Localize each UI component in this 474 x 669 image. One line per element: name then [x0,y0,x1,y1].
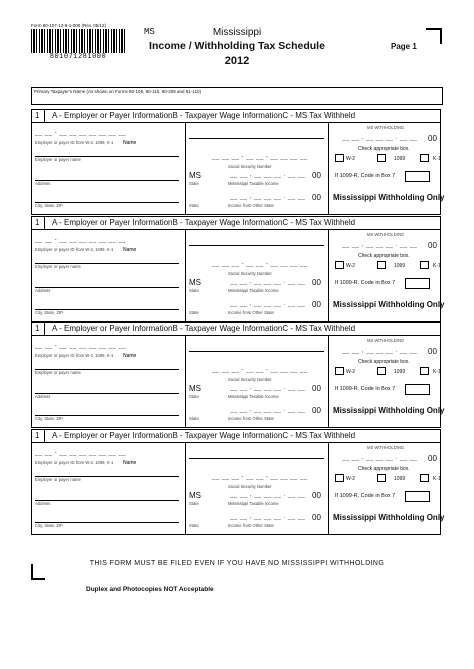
section-number: 1 [35,218,40,227]
state-label: State [189,416,199,421]
city-state-zip-label: City, State, ZIP [35,523,63,528]
cents: 00 [428,134,437,143]
ms-taxable-label: Mississippi Taxable Income [228,181,279,186]
address-input[interactable] [35,393,179,394]
check-box-label: Check appropriate box. [358,359,410,365]
employer-id-input[interactable]: __ __ - __ __ __ __ __ __ __ [35,450,127,456]
column-headings: A - Employer or Payer InformationB - Taxpayer Wage InformationC - MS Tax Withheld [52,218,356,227]
state-label: State [189,310,199,315]
employer-name-label: Employer or payer name [35,477,81,482]
ms-taxable-label: Mississippi Taxable Income [228,288,279,293]
cents: 00 [312,278,321,287]
column-divider [185,335,186,427]
ssn-input[interactable]: __ __ __ - __ __ - __ __ __ __ [212,367,308,373]
state-label: State [189,501,199,506]
wage-line[interactable] [189,458,324,459]
k1-label: K-1 [433,369,441,375]
state-ms: MS [189,384,201,393]
address-label: Address [35,181,51,186]
cents: 00 [428,241,437,250]
form-title-state: Mississippi [212,27,262,38]
k1-label: K-1 [433,263,441,269]
ms-withholding-only: Mississippi Withholding Only [333,193,445,202]
ssn-input[interactable]: __ __ __ - __ __ - __ __ __ __ [212,474,308,480]
w2-checkbox[interactable] [335,261,344,269]
column-divider [328,229,329,321]
ms-withholding-label: MS WITHHOLDING [367,338,405,343]
1099-checkbox[interactable] [377,154,386,162]
state-ms: MS [189,278,201,287]
name-label: Name [123,353,137,359]
cents: 00 [312,491,321,500]
ssn-label: Social Security Number [228,164,272,169]
section-number: 1 [35,431,40,440]
state-label: State [189,203,199,208]
ms-taxable-income-input[interactable]: __ __ , __ __ __ . __ __ [230,385,306,391]
k1-checkbox[interactable] [420,367,429,375]
k1-label: K-1 [433,476,441,482]
barcode-number: 801071281000 [49,53,107,61]
ms-withholding-label: MS WITHHOLDING [367,445,405,450]
employer-name-label: Employer or payer name [35,370,81,375]
other-state-income-input[interactable]: __ __ , __ __ __ . __ __ [230,514,306,520]
1099-checkbox[interactable] [377,261,386,269]
other-state-label: Income from Other State [228,523,274,528]
duplex-notice: Duplex and Photocopies NOT Acceptable [86,586,214,593]
w2-label: W-2 [346,263,356,269]
ms-withholding-input[interactable]: __ __ , __ __ __ . __ __ [342,455,418,461]
check-box-label: Check appropriate box. [358,466,410,472]
employer-id-input[interactable]: __ __ - __ __ __ __ __ __ __ [35,130,127,136]
w2-checkbox[interactable] [335,474,344,482]
state-label: State [189,394,199,399]
cents: 00 [428,347,437,356]
other-state-label: Income from Other State [228,203,274,208]
column-headings: A - Employer or Payer InformationB - Taxpayer Wage InformationC - MS Tax Withheld [52,431,356,440]
k1-checkbox[interactable] [420,154,429,162]
section-header [32,110,440,123]
1099-checkbox[interactable] [377,474,386,482]
city-state-zip-label: City, State, ZIP [35,416,63,421]
column-headings: A - Employer or Payer InformationB - Taxpayer Wage InformationC - MS Tax Withheld [52,111,356,120]
1099r-code-input[interactable] [405,491,430,502]
employer-id-label: Employer or payer ID from W-2, 1099, K-1 [35,247,114,252]
ssn-label: Social Security Number [228,271,272,276]
wage-line[interactable] [189,138,324,139]
ssn-label: Social Security Number [228,484,272,489]
ssn-label: Social Security Number [228,377,272,382]
section-number: 1 [35,111,40,120]
ms-taxable-income-input[interactable]: __ __ , __ __ __ . __ __ [230,172,306,178]
address-label: Address [35,288,51,293]
page-number: Page 1 [391,42,417,51]
section-header [32,430,440,443]
taxpayer-name-field[interactable] [31,87,443,105]
1099r-code-label: If 1099-R, Code in Box 7 [335,173,396,179]
1099r-code-input[interactable] [405,278,430,289]
ms-withholding-only: Mississippi Withholding Only [333,300,445,309]
other-state-income-input[interactable]: __ __ , __ __ __ . __ __ [230,301,306,307]
name-label: Name [123,460,137,466]
column-divider [328,442,329,534]
column-divider [185,122,186,214]
ms-withholding-label: MS WITHHOLDING [367,125,405,130]
1099r-code-label: If 1099-R, Code in Box 7 [335,493,396,499]
k1-label: K-1 [433,156,441,162]
employer-id-label: Employer or payer ID from W-2, 1099, K-1 [35,140,114,145]
schedule-section [31,429,445,535]
registration-mark-top-right [426,28,442,44]
address-label: Address [35,394,51,399]
form-year: 2012 [224,55,250,67]
1099-label: 1099 [394,476,406,482]
1099-label: 1099 [394,156,406,162]
w2-checkbox[interactable] [335,367,344,375]
city-state-zip-label: City, State, ZIP [35,203,63,208]
1099r-code-label: If 1099-R, Code in Box 7 [335,280,396,286]
1099-label: 1099 [394,369,406,375]
employer-id-label: Employer or payer ID from W-2, 1099, K-1 [35,460,114,465]
ssn-input[interactable]: __ __ __ - __ __ - __ __ __ __ [212,261,308,267]
ms-taxable-label: Mississippi Taxable Income [228,501,279,506]
column-headings: A - Employer or Payer InformationB - Taxpayer Wage InformationC - MS Tax Withheld [52,324,356,333]
cents: 00 [312,171,321,180]
column-divider [328,335,329,427]
state-abbrev: MS [144,27,155,37]
ms-withholding-input[interactable]: __ __ , __ __ __ . __ __ [342,135,418,141]
divider [44,217,45,229]
cents: 00 [312,513,321,522]
ms-withholding-input[interactable]: __ __ , __ __ __ . __ __ [342,242,418,248]
state-label: State [189,288,199,293]
cents: 00 [428,454,437,463]
ms-taxable-income-input[interactable]: __ __ , __ __ __ . __ __ [230,492,306,498]
section-header [32,323,440,336]
cents: 00 [312,300,321,309]
employer-id-input[interactable]: __ __ - __ __ __ __ __ __ __ [35,343,127,349]
1099r-code-input[interactable] [405,384,430,395]
column-divider [185,229,186,321]
city-state-zip-label: City, State, ZIP [35,310,63,315]
form-title: Income / Withholding Tax Schedule [149,40,325,52]
divider [44,323,45,335]
employer-id-label: Employer or payer ID from W-2, 1099, K-1 [35,353,114,358]
address-label: Address [35,501,51,506]
w2-label: W-2 [346,156,356,162]
state-ms: MS [189,171,201,180]
form-number: Form 80-107-12-8-1-000 (Rev. 05/12) [31,23,106,28]
employer-id-input[interactable]: __ __ - __ __ __ __ __ __ __ [35,237,127,243]
address-input[interactable] [35,180,179,181]
1099r-code-label: If 1099-R, Code in Box 7 [335,386,396,392]
schedule-section [31,216,445,322]
name-label: Name [123,140,137,146]
check-box-label: Check appropriate box. [358,146,410,152]
column-divider [328,122,329,214]
ssn-input[interactable]: __ __ __ - __ __ - __ __ __ __ [212,154,308,160]
column-divider [185,442,186,534]
other-state-income-input[interactable]: __ __ , __ __ __ . __ __ [230,194,306,200]
filing-notice: THIS FORM MUST BE FILED EVEN IF YOU HAVE NO MISSISSIPPI WITHHOLDING [89,560,385,567]
other-state-label: Income from Other State [228,310,274,315]
other-state-income-input[interactable]: __ __ , __ __ __ . __ __ [230,407,306,413]
section-number: 1 [35,324,40,333]
section-header [32,217,440,230]
address-input[interactable] [35,500,179,501]
other-state-label: Income from Other State [228,416,274,421]
ms-taxable-label: Mississippi Taxable Income [228,394,279,399]
k1-checkbox[interactable] [420,474,429,482]
w2-checkbox[interactable] [335,154,344,162]
1099-checkbox[interactable] [377,367,386,375]
k1-checkbox[interactable] [420,261,429,269]
w2-label: W-2 [346,369,356,375]
1099-label: 1099 [394,263,406,269]
ms-withholding-only: Mississippi Withholding Only [333,406,445,415]
state-label: State [189,523,199,528]
cents: 00 [312,406,321,415]
employer-name-label: Employer or payer name [35,264,81,269]
divider [44,110,45,122]
address-input[interactable] [35,287,179,288]
state-ms: MS [189,491,201,500]
schedule-section [31,322,445,428]
check-box-label: Check appropriate box. [358,253,410,259]
ms-withholding-label: MS WITHHOLDING [367,232,405,237]
wage-line[interactable] [189,245,324,246]
w2-label: W-2 [346,476,356,482]
wage-line[interactable] [189,351,324,352]
schedule-section [31,109,445,215]
ms-taxable-income-input[interactable]: __ __ , __ __ __ . __ __ [230,279,306,285]
ms-withholding-only: Mississippi Withholding Only [333,513,445,522]
employer-name-label: Employer or payer name [35,157,81,162]
name-label: Name [123,247,137,253]
1099r-code-input[interactable] [405,171,430,182]
ms-withholding-input[interactable]: __ __ , __ __ __ . __ __ [342,348,418,354]
cents: 00 [312,193,321,202]
cents: 00 [312,384,321,393]
divider [44,430,45,442]
taxpayer-name-label: Primary Taxpayer's Name (As shown on Forms 80-105, 80-110, 80-205 and 81-110) [34,89,201,94]
state-label: State [189,181,199,186]
